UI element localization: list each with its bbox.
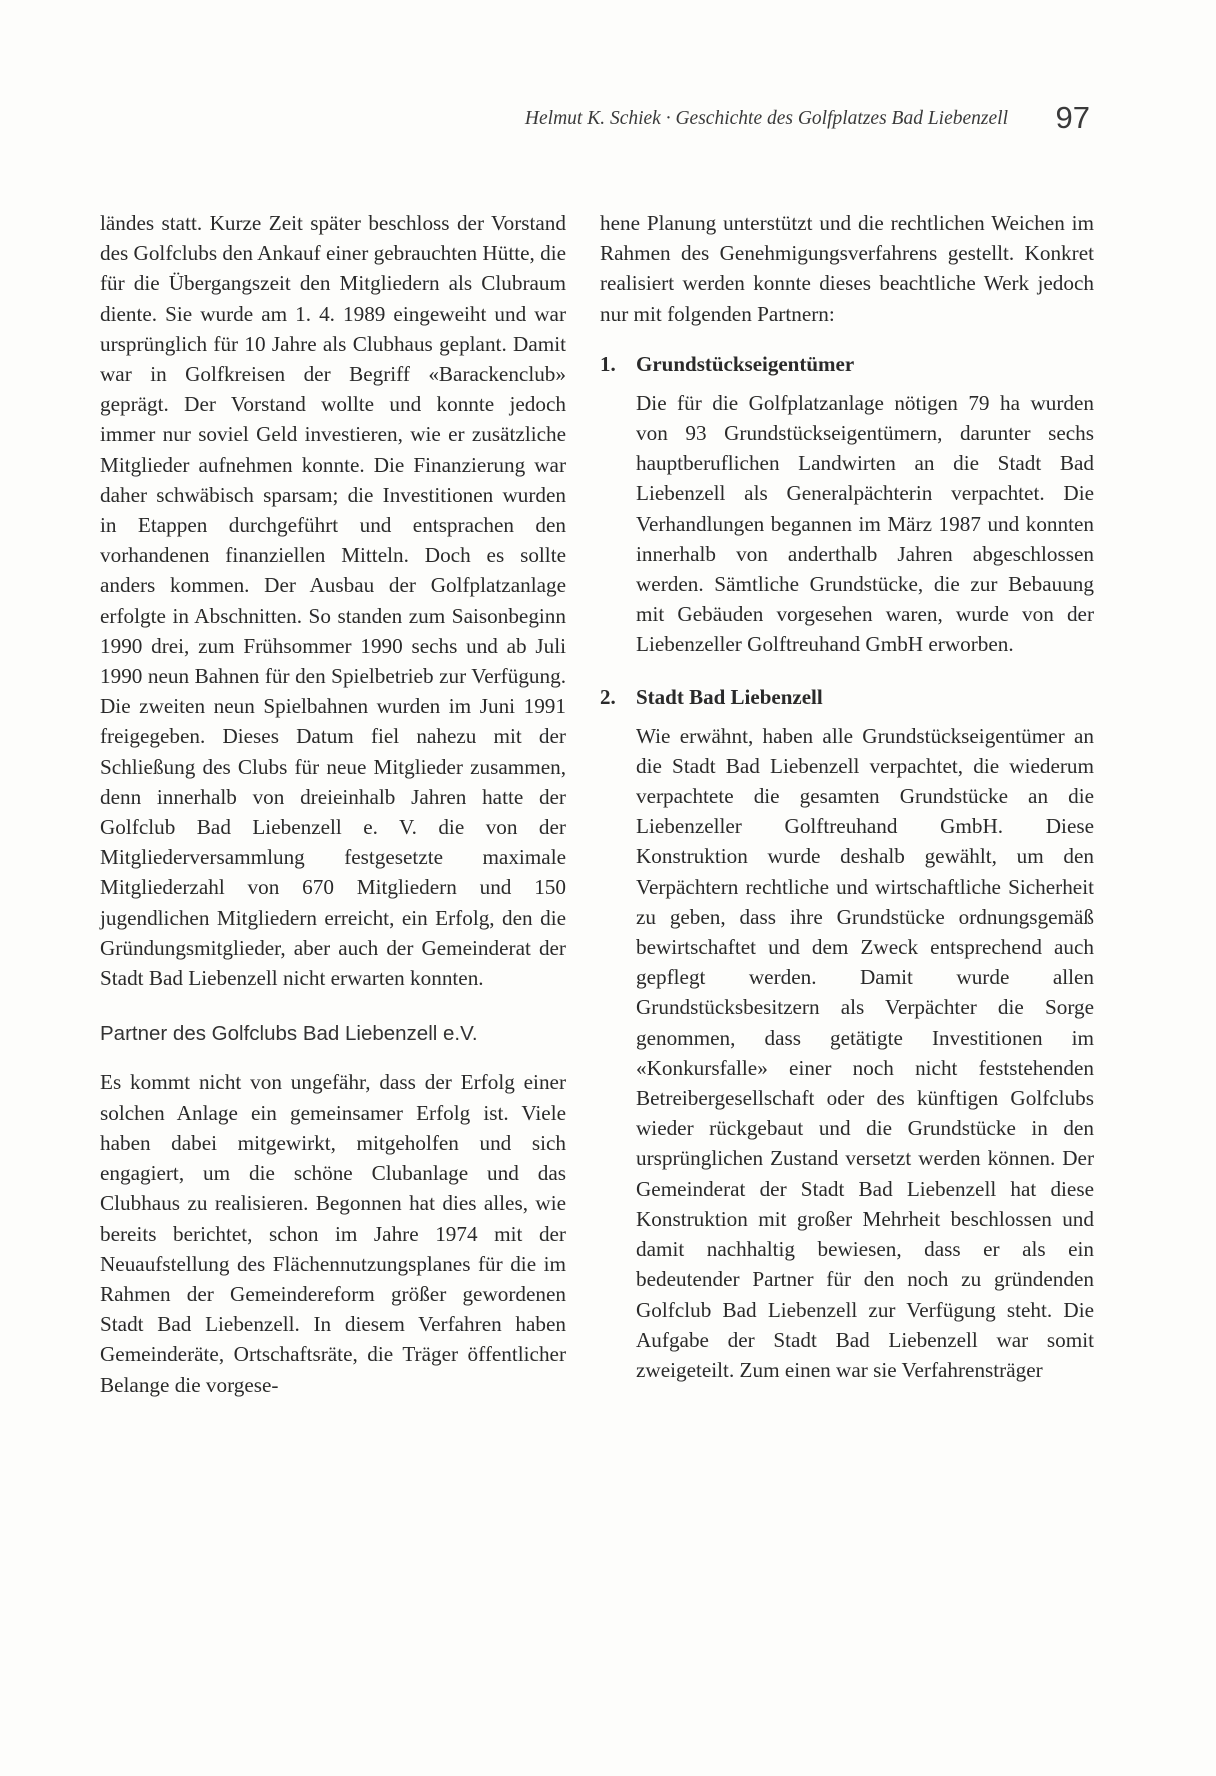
body-paragraph: ländes statt. Kurze Zeit später beschloss der Vorstand des Golfclubs den Ankauf einer gebrauchten Hütte, die für die Übergangszeit den Mitgliedern als Clubraum diente. Sie wurde am 1. 4. 1989 eingeweiht und war ursprünglich für 10 Jahre als Clubhaus geplant. Damit war in Golfkreisen der Begriff «Barackenclub» geprägt. Der Vorstand wollte und konnte jedoch immer nur soviel Geld investieren, wie er zusätzliche Mitglieder aufnehmen konnte. Die Finanzierung war daher schwäbisch sparsam; die Investitionen wurden in Etappen durchgeführt und entsprachen den vorhandenen finanziellen Mitteln. Doch es sollte anders kommen. Der Ausbau der Golfplatzanlage erfolgte in Abschnitten. So standen zum Saisonbeginn 1990 drei, zum Frühsommer 1990 sechs und ab Juli 1990 neun Bahnen für den Spielbetrieb zur Verfügung. Die zweiten neun Spielbahnen wurden im Juni 1991 freigegeben. Dieses Datum fiel nahezu mit der Schließung des Clubs für neue Mitglieder zusammen, denn innerhalb von dreieinhalb Jahren hatte der Golfclub Bad Liebenzell e. V. die von der Mitgliederversammlung festgesetzte maximale Mitgliederzahl von 670 Mitgliedern und 150 jugendlichen Mitgliedern erreicht, ein Erfolg, den die Gründungsmitglieder, aber auch der Gemeinderat der Stadt Bad Liebenzell nicht erwarten konnten.	[100, 211, 566, 991]
body-paragraph: hene Planung unterstützt und die rechtlichen Weichen im Rahmen des Genehmigungsverfahrens gestellt. Konkret realisiert werden konnte dieses beachtliche Werk jedoch nur mit folgenden Partnern:	[600, 211, 1094, 326]
list-item-number: 1.	[600, 351, 616, 376]
list-item-title: Stadt Bad Liebenzell	[636, 684, 823, 709]
list-item-text: Wie erwähnt, haben alle Grundstückseigentümer an die Stadt Bad Liebenzell verpachtet, die wiederum verpachtete die gesamten Grundstücke an die Liebenzeller Golftreuhand GmbH. Diese Konstruktion wurde deshalb gewählt, um den Verpächtern rechtliche und wirtschaftliche Sicherheit zu geben, dass ihre Grundstücke ordnungsgemäß bewirtschaftet und dem Zweck entsprechend auch gepflegt werden. Damit wurde allen Grundstücksbesitzern als Verpächter die Sorge genommen, dass getätigte Investitionen im «Konkursfalle» einer noch nicht feststehenden Betreibergesellschaft oder des künftigen Golfclubs wieder rückgebaut und die Grundstücke in den ursprünglichen Zustand versetzt werden können. Der Gemeinderat der Stadt Bad Liebenzell hat diese Konstruktion mit großer Mehrheit beschlossen und damit nachhaltig bewiesen, dass er als ein bedeutender Partner für den noch zu gründenden Golfclub Bad Liebenzell zur Verfügung steht. Die Aufgabe der Stadt Bad Liebenzell war somit zweigeteilt. Zum einen war sie Verfahrensträger	[636, 723, 1094, 1382]
list-item-heading	[600, 682, 1094, 712]
right-column	[600, 208, 1094, 1385]
list-item-grundstueckseigentuemer	[600, 349, 1094, 660]
list-item-number: 2.	[600, 684, 616, 709]
left-column	[100, 208, 566, 1400]
running-title: Helmut K. Schiek · Geschichte des Golfplatzes Bad Liebenzell	[524, 108, 1008, 129]
list-item-title: Grundstückseigentümer	[636, 351, 855, 376]
running-head	[0, 100, 1216, 140]
list-item-stadt-bad-liebenzell	[600, 682, 1094, 1385]
list-item-text: Die für die Golfplatzanlage nötigen 79 ha wurden von 93 Grundstückseigentümern, darunter sechs hauptberuflichen Landwirten an die Stadt Bad Liebenzell als Generalpächterin verpachtet. Die Verhandlungen begannen im März 1987 und konnten innerhalb von anderthalb Jahren abgeschlossen werden. Sämtliche Grundstücke, die zur Bebauung mit Gebäuden vorgesehen waren, wurde von der Liebenzeller Golftreuhand GmbH erworben.	[636, 390, 1094, 657]
list-item-heading	[600, 349, 1094, 379]
body-paragraph: Es kommt nicht von ungefähr, dass der Erfolg einer solchen Anlage ein gemeinsamer Erfolg ist. Viele haben dabei mitgewirkt, mitgeholfen und sich engagiert, um die schöne Clubanlage und das Clubhaus zu realisieren. Begonnen hat dies alles, wie bereits berichtet, schon im Jahre 1974 mit der Neuaufstellung des Flächennutzungsplanes für die im Rahmen der Gemeindereform größer gewordenen Stadt Bad Liebenzell. In diesem Verfahren haben Gemeinderäte, Ortschaftsräte, die Träger öffentlicher Belange die vorgese-	[100, 1070, 566, 1397]
page-number: 97	[1055, 100, 1090, 135]
section-heading: Partner des Golfclubs Bad Liebenzell e.V.	[100, 1022, 478, 1046]
